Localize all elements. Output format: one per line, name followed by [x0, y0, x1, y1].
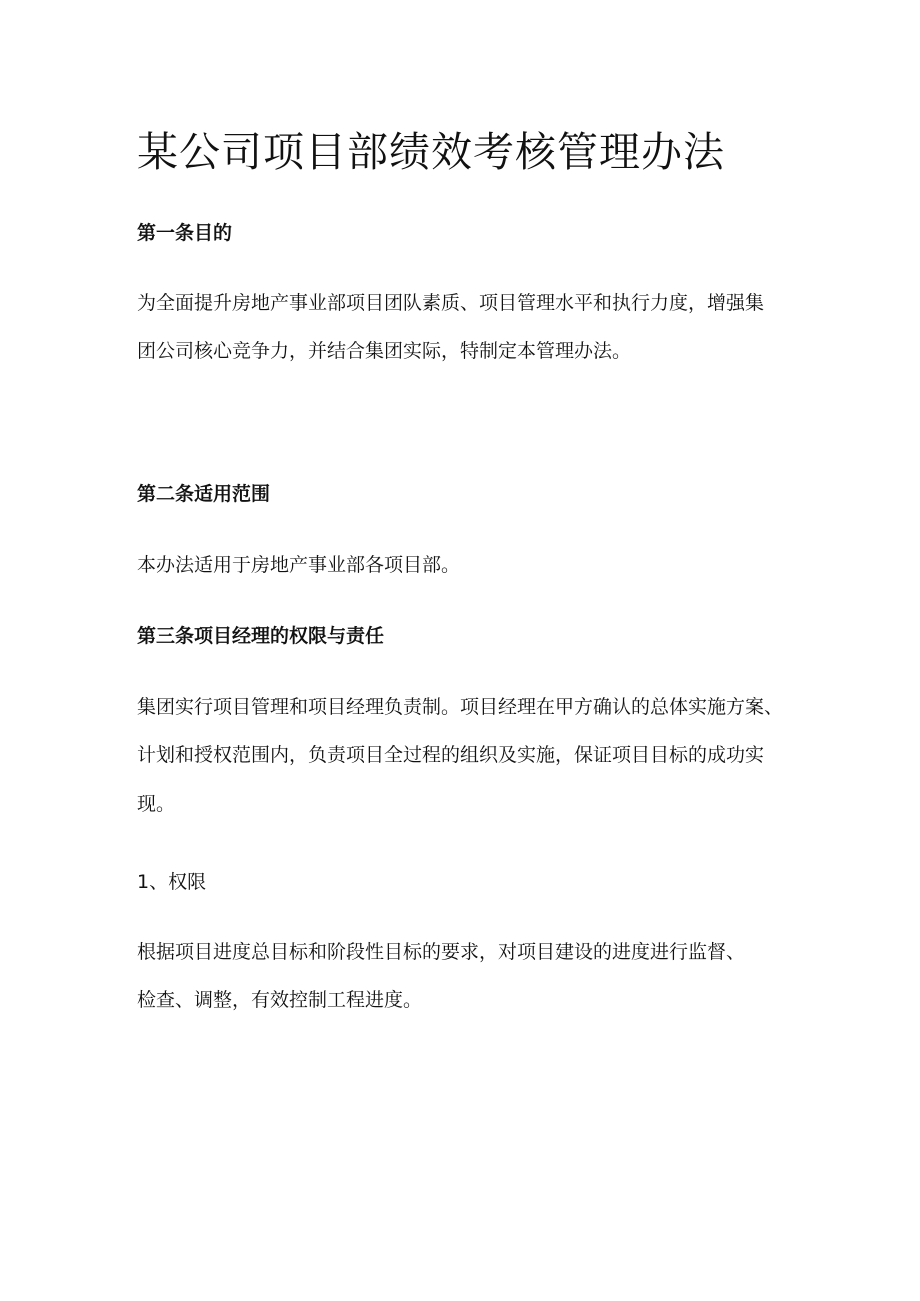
article-3-line-2: 计划和授权范围内，负责项目全过程的组织及实施，保证项目目标的成功实: [137, 744, 765, 766]
subsection-1-line-1: 根据项目进度总目标和阶段性目标的要求，对项目建设的进度进行监督、: [137, 941, 746, 963]
article-2-line-1: 本办法适用于房地产事业部各项目部。: [137, 554, 461, 576]
article-3-line-3: 现。: [137, 793, 176, 815]
article-3-heading: 第三条项目经理的权限与责任: [137, 625, 385, 647]
page-title: 某公司项目部绩效考核管理办法: [137, 128, 725, 176]
article-1-line-2: 团公司核心竞争力，并结合集团实际，特制定本管理办法。: [137, 340, 632, 362]
article-1-line-1: 为全面提升房地产事业部项目团队素质、项目管理水平和执行力度，增强集: [137, 292, 765, 314]
subsection-1-line-2: 检查、调整，有效控制工程进度。: [137, 989, 423, 1011]
article-1-heading: 第一条目的: [137, 222, 233, 244]
article-2-heading: 第二条适用范围: [137, 483, 271, 505]
subsection-1-label: 1、权限: [137, 871, 207, 893]
article-3-line-1: 集团实行项目管理和项目经理负责制。项目经理在甲方确认的总体实施方案、: [137, 696, 784, 718]
